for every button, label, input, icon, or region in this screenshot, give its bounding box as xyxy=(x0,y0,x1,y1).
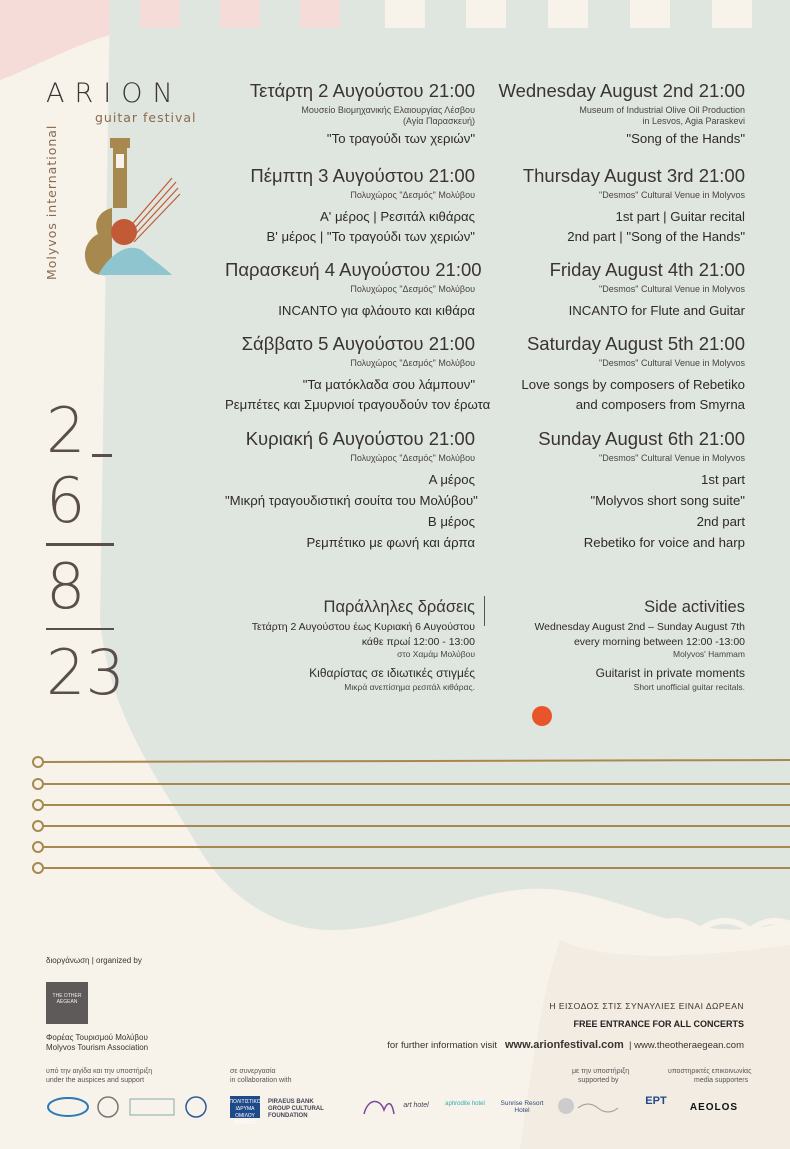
date-dash-divider xyxy=(92,454,112,457)
event-heading: Saturday August 5th 21:00 xyxy=(526,333,745,354)
logo-ert: ΕΡΤ xyxy=(645,1095,667,1107)
side-divider xyxy=(484,596,485,626)
event-venue: Μουσείο Βιομηχανικής Ελαιουργίας Λέσβου (Αγία Παρασκευή) xyxy=(301,105,475,126)
side-heading: Παράλληλες δράσεις xyxy=(323,598,475,616)
website-link-arion[interactable]: www.arionfestival.com xyxy=(504,1039,624,1051)
event-title: 2nd part xyxy=(696,514,745,529)
event-heading: Παρασκευή 4 Αυγούστου 21:00 xyxy=(225,259,482,280)
molyvos-logo-icon xyxy=(360,1094,396,1118)
event-venue: "Desmos" Cultural Venue in Molyvos xyxy=(599,358,745,368)
date-divider-2 xyxy=(46,628,114,630)
logo-title: ARION xyxy=(46,78,183,109)
logo-sunrise: Sunrise Resort Hotel xyxy=(500,1100,544,1114)
auspices-gr: υπό την αιγίδα και την υποστήριξη xyxy=(46,1068,153,1075)
program-event-1-en xyxy=(495,80,745,149)
date-month: 8 xyxy=(46,550,86,623)
program-event-4-en xyxy=(495,333,745,415)
organized-by-label: διοργάνωση | organized by xyxy=(46,956,142,965)
logo-aphrodite: aphrodite hotel xyxy=(445,1101,485,1107)
program-event-1-gr xyxy=(225,80,475,149)
date-day-start: 2 xyxy=(46,394,86,467)
free-entrance-en: FREE ENTRANCE FOR ALL CONCERTS xyxy=(573,1019,744,1029)
event-title: 2nd part | "Song of the Hands" xyxy=(567,229,745,244)
logo-subtitle: guitar festival xyxy=(95,110,197,125)
event-title: "Τα ματόκλαδα σου λάμπουν" xyxy=(302,377,475,392)
event-venue: "Desmos" Cultural Venue in Molyvos xyxy=(599,284,745,294)
side-desc: Short unofficial guitar recitals. xyxy=(633,682,745,692)
program-event-5-en xyxy=(495,428,745,553)
event-title: INCANTO for Flute and Guitar xyxy=(568,303,745,318)
media-en: media supporters xyxy=(694,1077,749,1084)
date-divider-1 xyxy=(46,543,114,546)
association-en: Molyvos Tourism Association xyxy=(46,1043,149,1052)
event-title: INCANTO για φλάουτο και κιθάρα xyxy=(278,303,475,318)
event-title: "Song of the Hands" xyxy=(626,131,745,146)
event-heading: Friday August 4th 21:00 xyxy=(549,259,745,280)
media-gr: υποστηρικτές επικοινωνίας xyxy=(668,1068,752,1075)
logo-piraeus-en: PIRAEUS BANK GROUP CULTURAL FOUNDATION xyxy=(268,1099,324,1119)
event-title: Rebetiko for voice and harp xyxy=(583,535,745,550)
side-desc: Μικρά ανεπίσημα ρεσιτάλ κιθάρας. xyxy=(344,682,475,692)
program-event-3-en xyxy=(495,259,745,321)
event-title: Ρεμπέτικο με φωνή και άρπα xyxy=(306,535,475,550)
program-event-3-gr xyxy=(225,259,482,321)
association-gr: Φορέας Τουρισμού Μολύβου xyxy=(46,1033,148,1042)
event-title: "Μικρή τραγουδιστική σουίτα του Μολύβου" xyxy=(225,493,478,508)
auspices-logos-icon xyxy=(46,1094,216,1120)
logo-vertical-text: Molyvos international xyxy=(44,124,59,280)
side-dates: Τετάρτη 2 Αυγούστου έως Κυριακή 6 Αυγούστου xyxy=(251,621,475,633)
info-line: for further information visit www.arionfestival.com | www.theotheraegean.com xyxy=(387,1039,744,1051)
event-title: and composers from Smyrna xyxy=(575,397,745,412)
event-title: 1st part xyxy=(701,472,745,487)
date-year: 23 xyxy=(46,636,125,709)
side-heading: Side activities xyxy=(644,598,745,616)
free-entrance-gr: Η ΕΙΣΟΔΟΣ ΣΤΙΣ ΣΥΝΑΥΛΙΕΣ ΕΙΝΑΙ ΔΩΡΕΑΝ xyxy=(549,1001,744,1011)
logo-aeolos: AEOLOS xyxy=(689,1102,739,1113)
event-heading: Πέμπτη 3 Αυγούστου 21:00 xyxy=(250,165,475,186)
collab-en: in collaboration with xyxy=(230,1077,292,1084)
info-label: for further information visit xyxy=(387,1040,498,1051)
event-venue: "Desmos" Cultural Venue in Molyvos xyxy=(599,453,745,463)
event-venue: Πολυχώρος "Δεσμός" Μολύβου xyxy=(350,190,475,200)
event-heading: Κυριακή 6 Αυγούστου 21:00 xyxy=(245,428,475,449)
hotel-logo-icon xyxy=(556,1096,626,1116)
event-title: Β μέρος xyxy=(427,514,475,529)
side-time: every morning between 12:00 -13:00 xyxy=(573,636,745,648)
event-venue: "Desmos" Cultural Venue in Molyvos xyxy=(599,190,745,200)
logo-art-hotel: art hotel xyxy=(403,1102,429,1109)
program-event-2-gr xyxy=(225,165,475,247)
program-event-5-gr xyxy=(225,428,478,553)
event-venue: Πολυχώρος "Δεσμός" Μολύβου xyxy=(350,453,475,463)
side-title: Guitarist in private moments xyxy=(595,666,745,680)
website-link-aegean[interactable]: www.theotheraegean.com xyxy=(634,1040,744,1051)
logo-piraeus-gr: ΠΟΛΙΤΙΣΤΙΚΟ ΙΔΡΥΜΑ ΟΜΙΛΟΥ ΠΕΙΡΑΙΩΣ xyxy=(229,1099,261,1126)
event-title: Β' μέρος | "Το τραγούδι των χεριών" xyxy=(266,229,475,244)
orange-dot-decoration xyxy=(532,706,552,726)
event-title: Ρεμπέτες και Σμυρνιοί τραγουδούν τον έρωτα xyxy=(225,397,491,412)
event-heading: Σάββατο 5 Αυγούστου 21:00 xyxy=(241,333,475,354)
collab-gr: σε συνεργασία xyxy=(230,1068,276,1075)
event-venue: Πολυχώρος "Δεσμός" Μολύβου xyxy=(350,284,475,294)
event-venue: Museum of Industrial Olive Oil Production in Lesvos, Agia Paraskevi xyxy=(579,105,745,126)
event-title: "Το τραγούδι των χεριών" xyxy=(326,131,475,146)
event-heading: Wednesday August 2nd 21:00 xyxy=(498,80,745,101)
side-activities-gr xyxy=(225,596,475,693)
side-title: Κιθαρίστας σε ιδιωτικές στιγμές xyxy=(309,666,475,680)
program-event-4-gr xyxy=(225,333,491,415)
event-heading: Sunday August 6th 21:00 xyxy=(538,428,745,449)
event-heading: Thursday August 3rd 21:00 xyxy=(522,165,745,186)
the-other-aegean-logo: THE OTHER AEGEAN xyxy=(46,982,88,1024)
program-event-2-en xyxy=(495,165,745,247)
auspices-en: under the auspices and support xyxy=(46,1077,145,1084)
side-place: Molyvos' Hammam xyxy=(673,649,745,659)
guitar-tower-logo-icon xyxy=(72,130,182,280)
event-venue: Πολυχώρος "Δεσμός" Μολύβου xyxy=(350,358,475,368)
event-title: Love songs by composers of Rebetiko xyxy=(521,377,745,392)
date-day-end: 6 xyxy=(46,464,86,537)
side-time: κάθε πρωί 12:00 - 13:00 xyxy=(361,636,475,648)
side-dates: Wednesday August 2nd – Sunday August 7th xyxy=(534,621,745,633)
supported-gr: με την υποστήριξη xyxy=(572,1068,630,1075)
event-title: Α μέρος xyxy=(428,472,475,487)
event-title: "Molyvos short song suite" xyxy=(590,493,745,508)
event-title: 1st part | Guitar recital xyxy=(615,209,745,224)
event-title: Α' μέρος | Ρεσιτάλ κιθάρας xyxy=(319,209,475,224)
side-place: στο Χαμάμ Μολύβου xyxy=(397,649,475,659)
guitar-strings-decoration xyxy=(28,754,790,874)
event-heading: Τετάρτη 2 Αυγούστου 21:00 xyxy=(249,80,475,101)
side-activities-en xyxy=(495,596,745,693)
supported-en: supported by xyxy=(578,1077,619,1084)
